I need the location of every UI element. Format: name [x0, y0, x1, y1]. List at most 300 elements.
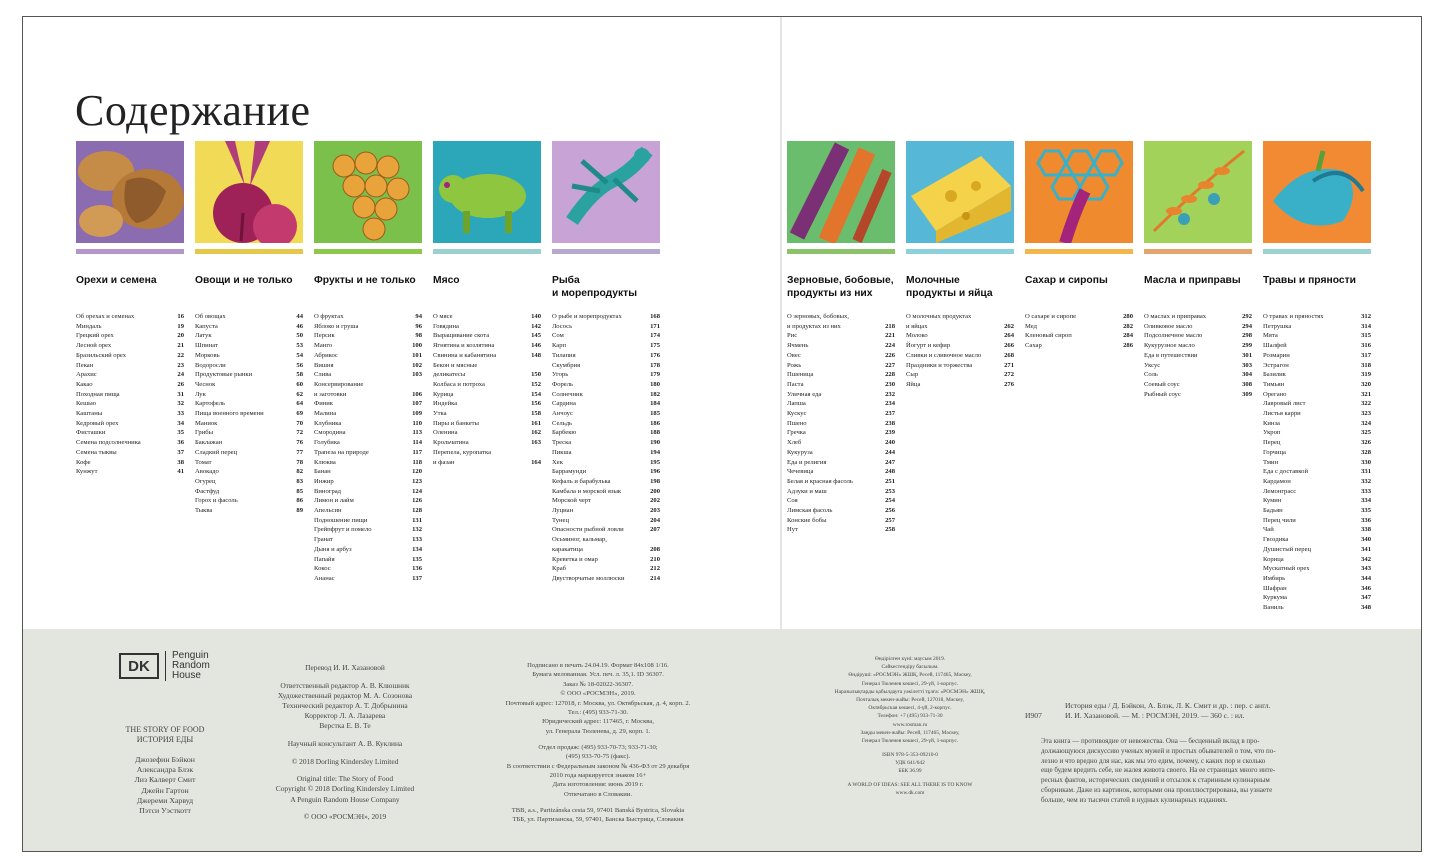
entry-page: 226	[885, 351, 895, 359]
entry-title: Молоко	[906, 332, 928, 340]
entry-title: Рыбный соус	[1144, 390, 1181, 398]
entry-title: Пища военного времени	[195, 410, 264, 418]
contents-entry[interactable]	[552, 516, 660, 526]
contents-entry[interactable]	[1263, 312, 1371, 322]
contents-entry[interactable]	[76, 419, 184, 429]
contents-entry[interactable]	[552, 506, 660, 516]
entry-title: и фазан	[433, 458, 455, 466]
contents-entry[interactable]	[552, 438, 660, 448]
entry-title: Баррамунди	[552, 468, 587, 476]
contents-entry[interactable]	[1025, 341, 1133, 351]
entry-title: Баклажан	[195, 439, 223, 447]
contents-entry[interactable]	[552, 574, 660, 584]
entry-page: 195	[650, 458, 660, 466]
entry-title: Белая и красная фасоль	[787, 477, 853, 485]
contents-entry[interactable]	[1263, 351, 1371, 361]
nuts-color-bar	[76, 249, 184, 254]
section-title: Овощи и не только	[195, 275, 293, 286]
contents-entry[interactable]	[195, 312, 303, 322]
contents-entry[interactable]	[195, 448, 303, 458]
contents-entry[interactable]	[552, 555, 660, 565]
contents-entry[interactable]	[1025, 331, 1133, 341]
contents-entry[interactable]	[195, 477, 303, 487]
contents-entry[interactable]	[314, 361, 422, 371]
contents-entry[interactable]	[76, 448, 184, 458]
contents-entry[interactable]	[76, 351, 184, 361]
contents-entry[interactable]	[433, 322, 541, 332]
contents-entry[interactable]	[787, 496, 895, 506]
contents-entry[interactable]	[552, 545, 660, 555]
contents-entry[interactable]	[552, 312, 660, 322]
entry-page: 38	[177, 458, 184, 466]
contents-entry[interactable]	[1263, 506, 1371, 516]
contents-entry[interactable]	[1263, 496, 1371, 506]
contents-entry[interactable]	[906, 351, 1014, 361]
entry-title: Голубика	[314, 439, 340, 447]
contents-entry[interactable]	[433, 390, 541, 400]
entry-page: 348	[1361, 604, 1371, 612]
entry-title: Лавровый лист	[1263, 400, 1306, 408]
entry-page: 140	[531, 313, 541, 320]
contents-entry[interactable]	[552, 399, 660, 409]
author-name: Пэтси Уэсткотт	[139, 806, 191, 816]
entry-title: деликатесы	[433, 371, 466, 379]
entry-title: Еда в путешествии	[1144, 351, 1198, 359]
entry-title: Краб	[552, 565, 566, 573]
contents-entry[interactable]	[787, 390, 895, 400]
contents-entry[interactable]	[195, 390, 303, 400]
credit-line: Перевод И. И. Хазановой	[305, 663, 385, 672]
contents-entry[interactable]	[314, 555, 422, 565]
entry-title: Томат	[195, 458, 212, 466]
contents-entry[interactable]	[787, 409, 895, 419]
contents-entry[interactable]	[787, 448, 895, 458]
entry-title: Форель	[552, 380, 574, 388]
contents-entry[interactable]	[787, 516, 895, 526]
section-fish	[552, 141, 660, 584]
contents-entry[interactable]	[195, 399, 303, 409]
contents-entry[interactable]	[314, 341, 422, 351]
contents-entry[interactable]	[1025, 312, 1133, 322]
contents-entry[interactable]	[787, 525, 895, 535]
contents-entry[interactable]	[1144, 322, 1252, 332]
contents-entry[interactable]	[787, 322, 895, 332]
entry-page: 171	[650, 322, 660, 330]
contents-entry[interactable]	[552, 390, 660, 400]
contents-entry[interactable]	[314, 399, 422, 409]
entry-title: Пикша	[552, 448, 572, 456]
entry-title: Миндаль	[76, 322, 102, 330]
contents-entry[interactable]	[1263, 438, 1371, 448]
contents-entry[interactable]	[906, 312, 1014, 322]
contents-entry[interactable]	[314, 312, 422, 322]
contents-entry[interactable]	[76, 458, 184, 468]
contents-entry[interactable]	[195, 438, 303, 448]
page-title: Содержание	[75, 86, 311, 135]
contents-entry[interactable]	[314, 419, 422, 429]
print-line: Юридический адрес: 117465, г. Москва,	[542, 718, 654, 726]
contents-entry[interactable]	[433, 399, 541, 409]
contents-entry[interactable]	[1263, 390, 1371, 400]
contents-entry[interactable]	[314, 438, 422, 448]
contents-entry[interactable]	[433, 331, 541, 341]
contents-entry[interactable]	[1144, 341, 1252, 351]
fruit-illustration-icon	[314, 141, 422, 243]
entry-page	[1012, 312, 1014, 322]
entry-page: 180	[650, 380, 660, 388]
contents-entry[interactable]	[1263, 555, 1371, 565]
contents-entry[interactable]	[314, 506, 422, 516]
contents-entry[interactable]	[1263, 399, 1371, 409]
entry-title: Яблоко и груша	[314, 322, 359, 330]
entry-title: Шафран	[1263, 584, 1287, 592]
contents-entry[interactable]	[1263, 477, 1371, 487]
kz-line: ISBN 978-5-353-09210-0	[882, 751, 938, 758]
contents-entry[interactable]	[1263, 593, 1371, 603]
section-title: Масла и приправы	[1144, 275, 1241, 286]
contents-entry[interactable]	[1025, 322, 1133, 332]
entry-page: 106	[412, 390, 422, 398]
entry-title: Каштаны	[76, 410, 103, 418]
entry-page: 85	[296, 487, 303, 495]
contents-entry[interactable]	[195, 361, 303, 371]
contents-entry[interactable]	[195, 487, 303, 497]
contents-entry[interactable]	[787, 506, 895, 516]
contents-entry[interactable]	[906, 322, 1014, 332]
contents-entry[interactable]	[552, 322, 660, 332]
contents-entry[interactable]	[906, 361, 1014, 371]
herbs-color-bar	[1263, 249, 1371, 254]
contents-entry[interactable]	[195, 341, 303, 351]
contents-entry[interactable]	[787, 438, 895, 448]
contents-entry[interactable]	[787, 380, 895, 390]
contents-entry[interactable]	[314, 448, 422, 458]
contents-entry[interactable]	[787, 361, 895, 371]
contents-entry[interactable]	[1263, 516, 1371, 526]
entry-page: 152	[531, 380, 541, 388]
contents-entry[interactable]	[433, 458, 541, 468]
entry-page: 301	[1242, 351, 1252, 359]
contents-entry[interactable]	[552, 409, 660, 419]
contents-entry[interactable]	[906, 341, 1014, 351]
contents-entry[interactable]	[195, 370, 303, 380]
contents-entry[interactable]	[787, 399, 895, 409]
entry-title: Подношение пищи	[314, 516, 368, 524]
contents-entry[interactable]	[314, 487, 422, 497]
print-line: ул. Генерала Тюленева, д. 29, корп. 1.	[545, 727, 651, 735]
contents-entry[interactable]	[1263, 331, 1371, 341]
contents-entry[interactable]	[1144, 361, 1252, 371]
kz-line: Наразылықтарды қабылдауға уәкілетті тұлға: «РОСМЭН» ЖШҚ,	[834, 688, 986, 695]
contents-entry[interactable]	[787, 487, 895, 497]
entry-title: Подсолнечное масло	[1144, 332, 1203, 340]
contents-entry[interactable]	[787, 428, 895, 438]
contents-entry[interactable]	[787, 351, 895, 361]
contents-entry[interactable]	[552, 564, 660, 574]
contents-entry[interactable]	[76, 438, 184, 448]
contents-entry[interactable]	[433, 312, 541, 322]
contents-entry[interactable]	[76, 312, 184, 322]
contents-entry[interactable]	[314, 496, 422, 506]
contents-entry[interactable]	[552, 448, 660, 458]
entry-page: 156	[531, 400, 541, 408]
print-info	[493, 661, 703, 825]
contents-entry[interactable]	[195, 419, 303, 429]
contents-entry[interactable]	[906, 370, 1014, 380]
contents-entry[interactable]	[552, 477, 660, 487]
contents-entry[interactable]	[76, 341, 184, 351]
section-items	[787, 312, 895, 535]
entry-page: 212	[650, 565, 660, 573]
contents-entry[interactable]	[76, 322, 184, 332]
contents-entry[interactable]	[787, 312, 895, 322]
entry-title: Кедровый орех	[76, 419, 119, 427]
contents-entry[interactable]	[552, 351, 660, 361]
print-line: TBB, a.s., Partizánska cesta 59, 97401 Banská Bystrica, Slovakia	[511, 806, 685, 814]
entry-title: Бекон и мясные	[433, 361, 478, 369]
entry-title: Персик	[314, 332, 335, 340]
entry-page: 332	[1361, 477, 1371, 485]
contents-entry[interactable]	[433, 438, 541, 448]
entry-page: 314	[1361, 322, 1371, 330]
catalog-line: И. И. Хазановой. — М. : РОСМЭН, 2019. — 360 с. : ил.	[1065, 711, 1245, 720]
contents-entry[interactable]	[1263, 361, 1371, 371]
entry-title: Ягнятина и козлятина	[433, 342, 495, 350]
contents-entry[interactable]	[314, 409, 422, 419]
entry-page: 214	[650, 574, 660, 582]
contents-entry[interactable]	[552, 380, 660, 390]
contents-entry[interactable]	[1144, 351, 1252, 361]
contents-entry[interactable]	[552, 487, 660, 497]
entry-page: 190	[650, 439, 660, 447]
contents-entry[interactable]	[314, 467, 422, 477]
contents-entry[interactable]	[76, 331, 184, 341]
contents-entry[interactable]	[787, 341, 895, 351]
contents-entry[interactable]	[314, 390, 422, 400]
fruit-color-bar	[314, 249, 422, 254]
contents-entry[interactable]	[314, 380, 422, 390]
contents-entry[interactable]	[1263, 419, 1371, 429]
contents-entry[interactable]	[76, 361, 184, 371]
contents-entry[interactable]	[1144, 380, 1252, 390]
entry-page: 198	[650, 477, 660, 485]
contents-entry[interactable]	[1263, 448, 1371, 458]
contents-entry[interactable]	[195, 409, 303, 419]
entry-title: Петрушка	[1263, 322, 1292, 330]
contents-entry[interactable]	[314, 351, 422, 361]
entry-title: Сельдь	[552, 419, 573, 427]
contents-entry[interactable]	[906, 380, 1014, 390]
entry-title: Кокос	[314, 565, 331, 573]
entry-title: Эстрагон	[1263, 361, 1289, 369]
contents-entry[interactable]	[433, 341, 541, 351]
credit-line: © 2018 Dorling Kindersley Limited	[291, 756, 399, 766]
meat-color-bar	[433, 249, 541, 254]
entry-title: и заготовки	[314, 390, 347, 398]
entry-page: 34	[177, 419, 184, 427]
contents-entry[interactable]	[433, 428, 541, 438]
contents-entry[interactable]	[314, 322, 422, 332]
author-name: Джозефин Бэйкон	[135, 755, 195, 764]
contents-entry[interactable]	[1263, 584, 1371, 594]
contents-entry[interactable]	[314, 564, 422, 574]
dairy-illustration-icon	[906, 141, 1014, 243]
contents-entry[interactable]	[433, 361, 541, 371]
kz-line: Генерал Тюленев көшесі, 29-үй, 1-корпус.	[861, 738, 959, 745]
entry-page: 341	[1361, 545, 1371, 553]
contents-entry[interactable]	[787, 331, 895, 341]
contents-entry[interactable]	[314, 331, 422, 341]
contents-entry[interactable]	[787, 419, 895, 429]
entry-title: Кардамон	[1263, 477, 1291, 485]
entry-page	[539, 361, 541, 371]
contents-entry[interactable]	[314, 370, 422, 380]
entry-title: Курица	[433, 390, 454, 398]
entry-page: 221	[885, 332, 895, 340]
contents-entry[interactable]	[76, 409, 184, 419]
contents-entry[interactable]	[76, 380, 184, 390]
contents-entry[interactable]	[314, 516, 422, 526]
contents-entry[interactable]	[433, 370, 541, 380]
credit-line	[255, 767, 435, 774]
contents-entry[interactable]	[787, 370, 895, 380]
contents-entry[interactable]	[552, 458, 660, 468]
entry-title: Соя	[787, 497, 798, 505]
author-name: Джейн Гартон	[141, 785, 189, 795]
contents-entry[interactable]	[195, 428, 303, 438]
contents-entry[interactable]	[552, 341, 660, 351]
contents-entry[interactable]	[433, 351, 541, 361]
contents-entry[interactable]	[195, 351, 303, 361]
print-line: Бумага мелованная. Усл. печ. л. 35,1. ID 36307.	[532, 671, 664, 679]
contents-entry[interactable]	[552, 496, 660, 506]
contents-entry[interactable]	[195, 322, 303, 332]
entry-page: 232	[885, 390, 895, 398]
entry-title: Семена тыквы	[76, 448, 117, 456]
contents-entry[interactable]	[1263, 341, 1371, 351]
contents-entry[interactable]	[76, 370, 184, 380]
entry-page: 132	[412, 526, 422, 534]
contents-entry[interactable]	[787, 458, 895, 468]
entry-title: Еда с доставкой	[1263, 468, 1308, 476]
sugar-illustration-icon	[1025, 141, 1133, 243]
entry-title: Тимьян	[1263, 380, 1285, 388]
print-line: (495) 933-70-75 (факс).	[565, 753, 631, 761]
contents-entry[interactable]	[552, 428, 660, 438]
entry-title: Бразильский орех	[76, 351, 127, 359]
entry-page: 324	[1361, 419, 1371, 427]
entry-page: 268	[1004, 351, 1014, 359]
contents-entry[interactable]	[314, 458, 422, 468]
entry-title: Укроп	[1263, 429, 1281, 437]
entry-page: 207	[650, 526, 660, 534]
entry-page: 50	[296, 332, 303, 340]
contents-entry[interactable]	[1263, 409, 1371, 419]
contents-entry[interactable]	[1263, 564, 1371, 574]
contents-entry[interactable]	[195, 506, 303, 516]
entry-title: О молочных продуктах	[906, 313, 972, 320]
contents-entry[interactable]	[552, 361, 660, 371]
contents-entry[interactable]	[76, 390, 184, 400]
contents-entry[interactable]	[552, 331, 660, 341]
contents-entry[interactable]	[787, 477, 895, 487]
entry-page: 340	[1361, 536, 1371, 544]
contents-entry[interactable]	[433, 380, 541, 390]
contents-entry[interactable]	[1263, 428, 1371, 438]
entry-page: 118	[412, 458, 422, 466]
contents-entry[interactable]	[1144, 370, 1252, 380]
contents-entry[interactable]	[1263, 603, 1371, 613]
contents-entry[interactable]	[1263, 535, 1371, 545]
contents-entry[interactable]	[76, 467, 184, 477]
contents-entry[interactable]	[1144, 331, 1252, 341]
contents-entry[interactable]	[552, 467, 660, 477]
contents-entry[interactable]	[1263, 545, 1371, 555]
contents-entry[interactable]	[1144, 312, 1252, 322]
contents-entry[interactable]	[195, 380, 303, 390]
entry-page: 22	[177, 351, 184, 359]
contents-entry[interactable]	[1263, 458, 1371, 468]
contents-entry[interactable]	[195, 496, 303, 506]
contents-entry[interactable]	[1263, 380, 1371, 390]
contents-entry[interactable]	[552, 370, 660, 380]
contents-entry[interactable]	[1144, 390, 1252, 400]
print-line: Дата изготовления: июнь 2019 г.	[552, 781, 644, 789]
entry-page: 200	[650, 487, 660, 495]
contents-entry[interactable]	[314, 545, 422, 555]
entry-title: Душистый перец	[1263, 545, 1312, 553]
contents-entry[interactable]	[1263, 322, 1371, 332]
contents-entry[interactable]	[76, 428, 184, 438]
contents-entry[interactable]	[195, 458, 303, 468]
contents-entry[interactable]	[787, 467, 895, 477]
contents-entry[interactable]	[552, 525, 660, 535]
contents-entry[interactable]	[76, 399, 184, 409]
entry-title: Шпинат	[195, 342, 218, 350]
entry-title: Двустворчатые моллюски	[552, 574, 625, 582]
credit-line: Художественный редактор М. А. Созонова	[277, 690, 413, 700]
entry-title: Луциан	[552, 507, 574, 515]
contents-entry[interactable]	[906, 331, 1014, 341]
contents-entry[interactable]	[433, 419, 541, 429]
entry-page: 347	[1361, 594, 1371, 602]
contents-entry[interactable]	[433, 409, 541, 419]
contents-entry[interactable]	[314, 574, 422, 584]
contents-entry[interactable]	[314, 477, 422, 487]
entry-title: Огурец	[195, 477, 216, 485]
entry-title: и яйцах	[906, 322, 928, 330]
contents-entry[interactable]	[314, 428, 422, 438]
contents-entry[interactable]	[195, 467, 303, 477]
contents-entry[interactable]	[314, 535, 422, 545]
contents-entry[interactable]	[552, 535, 660, 545]
contents-entry[interactable]	[1263, 370, 1371, 380]
contents-entry[interactable]	[195, 331, 303, 341]
contents-entry[interactable]	[1263, 487, 1371, 497]
contents-entry[interactable]	[1263, 525, 1371, 535]
entry-title: Пекан	[76, 361, 94, 369]
entry-title: Водоросли	[195, 361, 226, 369]
entry-page: 244	[885, 448, 895, 456]
contents-entry[interactable]	[433, 448, 541, 458]
entry-page	[893, 312, 895, 322]
entry-page: 202	[650, 497, 660, 505]
contents-entry[interactable]	[1263, 467, 1371, 477]
contents-entry[interactable]	[314, 525, 422, 535]
contents-entry[interactable]	[552, 419, 660, 429]
entry-title: Йогурт и кефир	[906, 342, 951, 350]
contents-entry[interactable]	[1263, 574, 1371, 584]
